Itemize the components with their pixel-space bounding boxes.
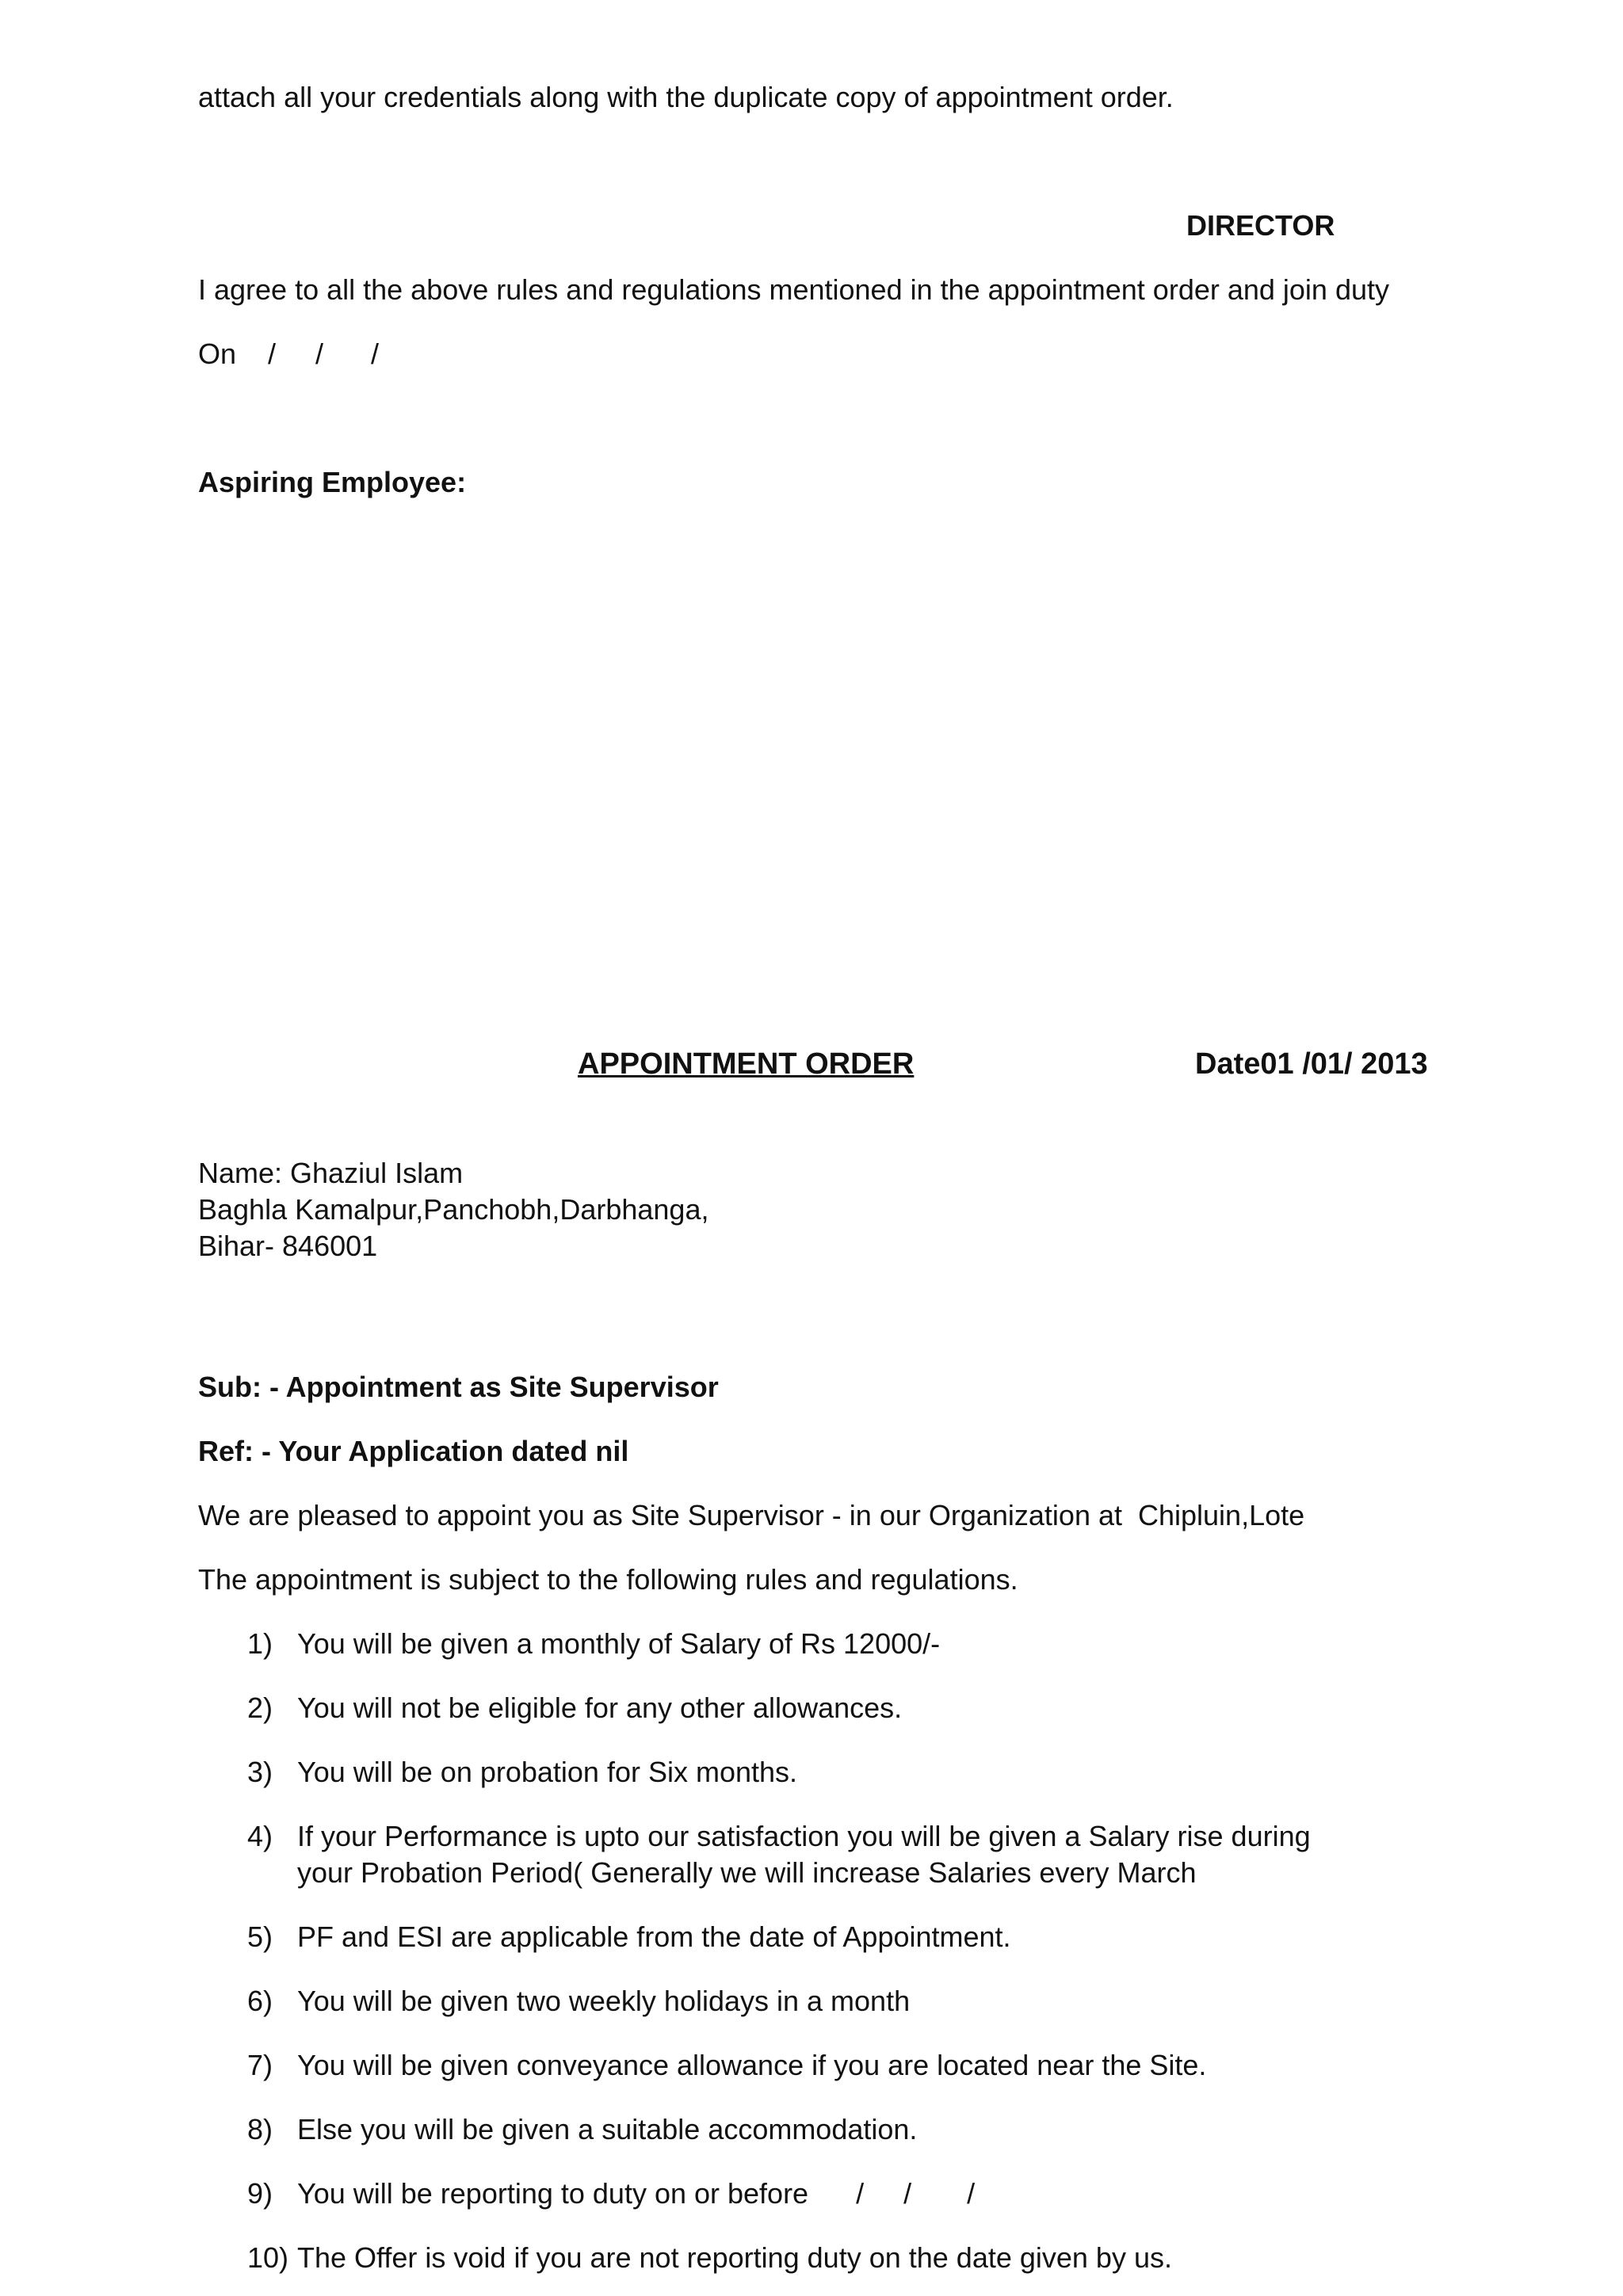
rule-number: 3) — [247, 1756, 273, 1788]
reference-line: Ref: - Your Application dated nil — [198, 1435, 629, 1467]
rule-number: 4) — [247, 1820, 273, 1852]
join-date-line: On / / / — [198, 338, 380, 370]
addressee-block — [198, 1155, 708, 1264]
address-line-2: Bihar- 846001 — [198, 1230, 378, 1262]
appointment-order-title: APPOINTMENT ORDER — [578, 1047, 915, 1081]
continuation-line: attach all your credentials along with the duplicate copy of appointment order. — [198, 81, 1174, 113]
rule-number: 1) — [247, 1627, 273, 1660]
director-label: DIRECTOR — [1186, 209, 1335, 242]
rule-number: 10) — [247, 2241, 289, 2274]
rule-number: 9) — [247, 2177, 273, 2210]
rule-text: Else you will be given a suitable accommodation. — [297, 2113, 918, 2145]
intro-line: We are pleased to appoint you as Site Supervisor - in our Organization at Chipluin,Lote — [198, 1499, 1305, 1531]
aspiring-employee-label: Aspiring Employee: — [198, 466, 467, 498]
rule-text: The Offer is void if you are not reporting duty on the date given by us. — [297, 2241, 1172, 2274]
rules-intro-line: The appointment is subject to the following rules and regulations. — [198, 1563, 1018, 1596]
rule-number: 6) — [247, 1985, 273, 2017]
subject-line: Sub: - Appointment as Site Supervisor — [198, 1371, 719, 1403]
agreement-line: I agree to all the above rules and regulations mentioned in the appointment order and join duty — [198, 273, 1389, 306]
rule-text: You will not be eligible for any other allowances. — [297, 1691, 903, 1724]
rule-text: You will be given two weekly holidays in a month — [297, 1985, 911, 2017]
rule-text: You will be given conveyance allowance if you are located near the Site. — [297, 2049, 1207, 2081]
rule-number: 2) — [247, 1691, 273, 1724]
order-date: Date01 /01/ 2013 — [1195, 1047, 1428, 1081]
rule-number: 7) — [247, 2049, 273, 2081]
rule-text: PF and ESI are applicable from the date of Appointment. — [297, 1920, 1011, 1953]
rule-text: You will be reporting to duty on or before / / / — [297, 2177, 976, 2210]
rule-text: If your Performance is upto our satisfaction you will be given a Salary rise during your Probation Period( Generally we will increase Salaries every March — [297, 1820, 1311, 1889]
rule-text: You will be on probation for Six months. — [297, 1756, 798, 1788]
address-line-1: Baghla Kamalpur,Panchobh,Darbhanga, — [198, 1193, 709, 1226]
rule-number: 8) — [247, 2113, 273, 2145]
rule-text: You will be given a monthly of Salary of Rs 12000/- — [297, 1627, 941, 1660]
addressee-name: Name: Ghaziul Islam — [198, 1157, 464, 1189]
rule-number: 5) — [247, 1920, 273, 1953]
